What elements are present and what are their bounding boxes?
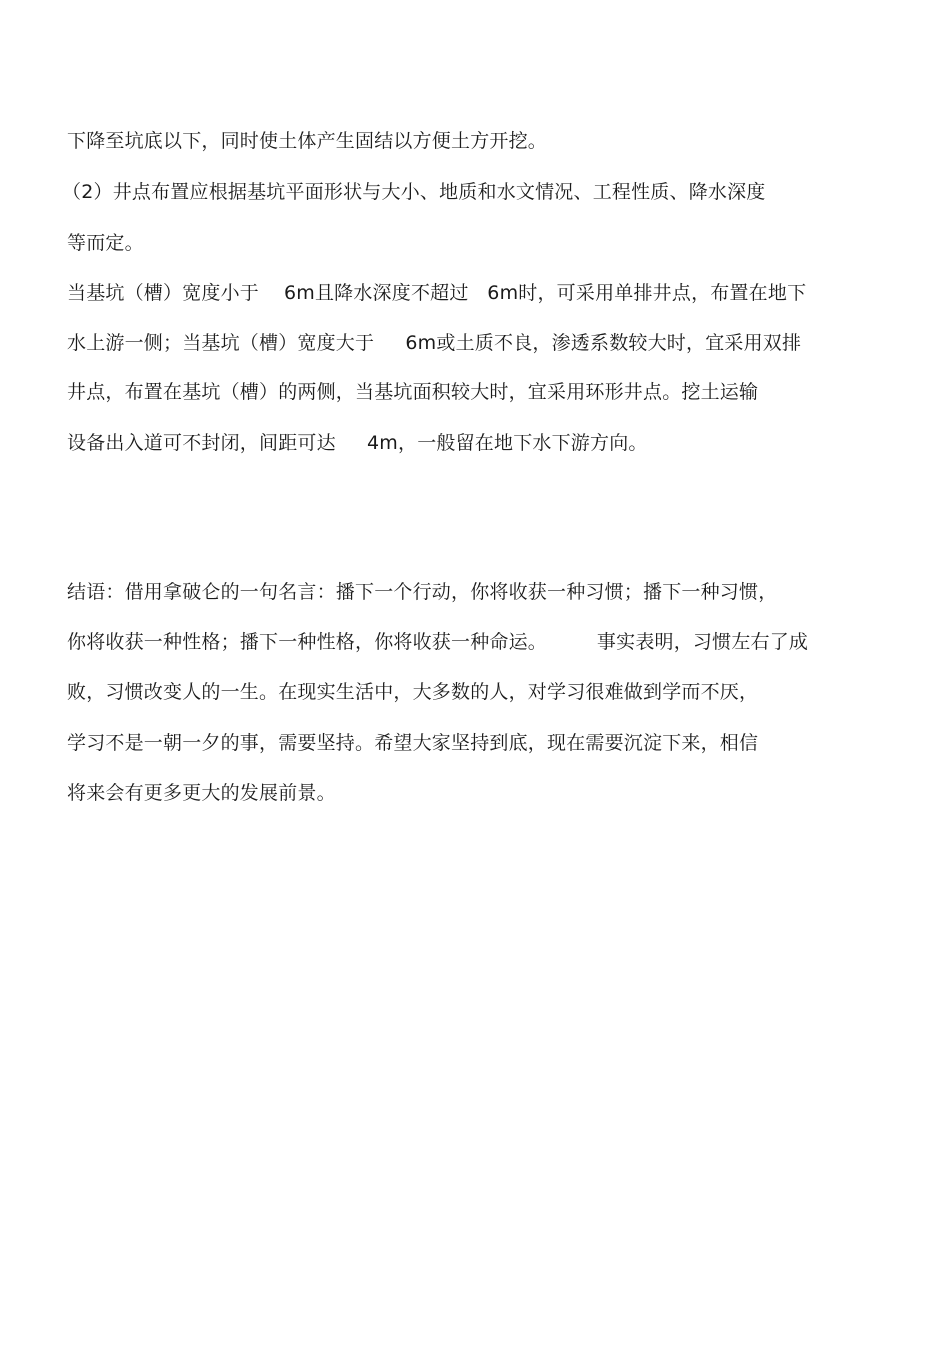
paragraph-line: 等而定。	[67, 232, 144, 254]
conclusion-line: 败，习惯改变人的一生。在现实生活中，大多数的人，对学习很难做到学而不厌，	[67, 681, 759, 703]
paragraph-line: 水上游一侧；当基坑（槽）宽度大于 6m或土质不良，渗透系数较大时，宜采用双排	[67, 332, 802, 354]
paragraph-line: 当基坑（槽）宽度小于 6m且降水深度不超过 6m时，可采用单排井点，布置在地下	[67, 282, 807, 304]
conclusion-line: 结语：借用拿破仑的一句名言：播下一个行动，你将收获一种习惯；播下一种习惯，	[67, 581, 778, 603]
paragraph-line: 设备出入道可不封闭，间距可达 4m，一般留在地下水下游方向。	[67, 432, 648, 454]
paragraph-line: 下降至坑底以下，同时使土体产生固结以方便土方开挖。	[67, 130, 548, 152]
paragraph-line: 井点，布置在基坑（槽）的两侧，当基坑面积较大时，宜采用环形井点。挖土运输	[67, 381, 759, 403]
conclusion-line: 你将收获一种性格；播下一种性格，你将收获一种命运。 事实表明，习惯左右了成	[67, 631, 809, 653]
conclusion-line: 学习不是一朝一夕的事，需要坚持。希望大家坚持到底，现在需要沉淀下来，相信	[67, 732, 759, 754]
paragraph-line: （2）井点布置应根据基坑平面形状与大小、地质和水文情况、工程性质、降水深度	[62, 181, 766, 203]
conclusion-line: 将来会有更多更大的发展前景。	[67, 782, 336, 804]
